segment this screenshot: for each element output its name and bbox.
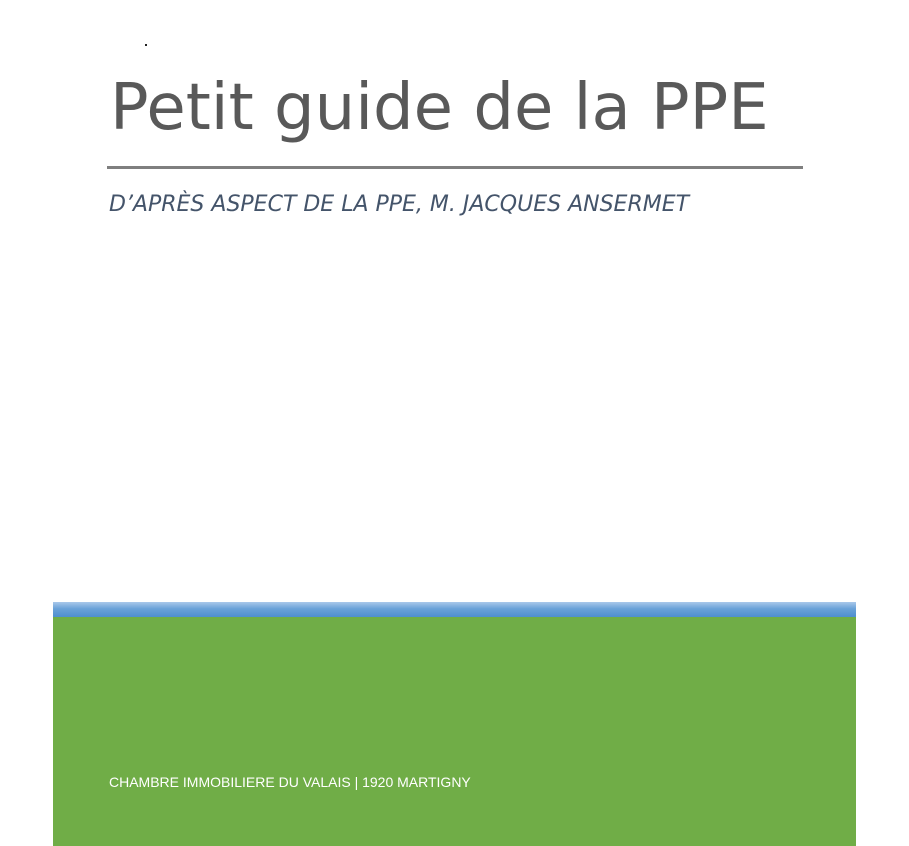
document-title: Petit guide de la PPE xyxy=(110,71,769,145)
title-underline xyxy=(107,166,803,169)
stray-dot xyxy=(145,44,147,46)
footer-accent-stripe xyxy=(53,602,856,617)
document-subtitle: D’APRÈS ASPECT DE LA PPE, M. JACQUES ANSERMET xyxy=(109,192,690,217)
footer-organization: CHAMBRE IMMOBILIERE DU VALAIS | 1920 MARTIGNY xyxy=(109,774,471,790)
footer-band xyxy=(53,602,856,846)
